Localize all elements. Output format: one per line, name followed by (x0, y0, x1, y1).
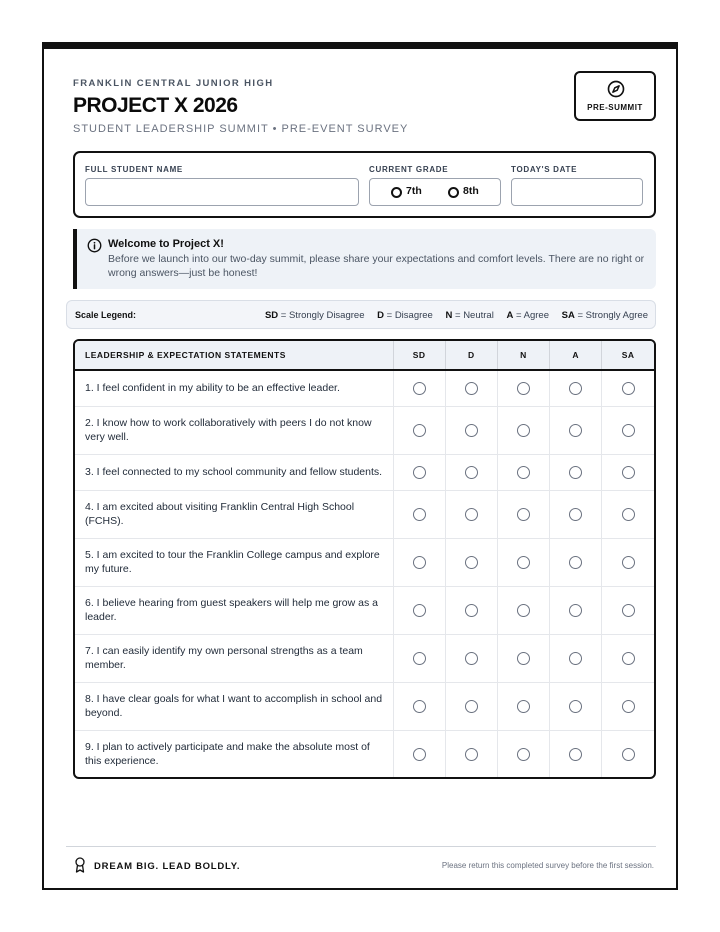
statement-text: 3. I feel connected to my school community and fellow students. (75, 454, 393, 490)
rating-cell-d (445, 730, 497, 778)
rating-radio-a[interactable] (569, 700, 582, 713)
rating-cell-d (445, 490, 497, 538)
welcome-body: Before we launch into our two-day summit, please share your expectations and comfort levels. There are no right or wrong answers—just be honest! (108, 253, 645, 279)
grade-field-label: CURRENT GRADE (369, 165, 449, 174)
pre-summit-badge (574, 71, 656, 121)
survey-row (75, 490, 654, 538)
legend-item-sd (265, 310, 365, 321)
rating-radio-sa[interactable] (622, 424, 635, 437)
rating-radio-a[interactable] (569, 556, 582, 569)
legend-item-sa (562, 310, 648, 321)
rating-cell-a (550, 454, 602, 490)
date-field[interactable] (511, 178, 643, 206)
name-field-label: FULL STUDENT NAME (85, 165, 183, 174)
rating-radio-a[interactable] (569, 466, 582, 479)
survey-table-container (73, 339, 656, 779)
award-ribbon-icon (74, 857, 86, 873)
rating-radio-n[interactable] (517, 382, 530, 395)
rating-radio-a[interactable] (569, 748, 582, 761)
page-subtitle: STUDENT LEADERSHIP SUMMIT • PRE-EVENT SURVEY (73, 123, 409, 135)
survey-row (75, 370, 654, 406)
column-header-d: D (445, 341, 497, 370)
column-header-n: N (497, 341, 549, 370)
statement-text: 9. I plan to actively participate and make the absolute most of this experience. (75, 730, 393, 778)
rating-cell-sd (393, 454, 445, 490)
survey-page (42, 42, 678, 890)
legend-abbr: D (377, 310, 384, 321)
rating-radio-d[interactable] (465, 748, 478, 761)
rating-cell-sd (393, 730, 445, 778)
rating-radio-sd[interactable] (413, 556, 426, 569)
rating-cell-d (445, 682, 497, 730)
grade-8th-label: 8th (463, 185, 479, 197)
legend-text: = Strongly Disagree (278, 310, 365, 321)
student-name-field[interactable] (85, 178, 359, 206)
rating-radio-sd[interactable] (413, 424, 426, 437)
survey-row (75, 538, 654, 586)
welcome-callout (73, 229, 656, 289)
welcome-title: Welcome to Project X! (108, 238, 224, 250)
rating-radio-d[interactable] (465, 466, 478, 479)
rating-cell-n (497, 406, 549, 454)
rating-radio-sd[interactable] (413, 604, 426, 617)
date-field-label: TODAY'S DATE (511, 165, 578, 174)
rating-cell-n (497, 730, 549, 778)
statement-text: 4. I am excited about visiting Franklin Central High School (FCHS). (75, 490, 393, 538)
legend-abbr: SA (561, 310, 575, 321)
rating-cell-sd (393, 634, 445, 682)
legend-title: Scale Legend: (75, 310, 137, 320)
rating-radio-a[interactable] (569, 508, 582, 521)
footer-motto: DREAM BIG. LEAD BOLDLY. (94, 861, 241, 872)
legend-item-a (506, 310, 549, 321)
rating-cell-a (550, 370, 602, 406)
rating-cell-d (445, 454, 497, 490)
rating-cell-sd (393, 370, 445, 406)
school-name: FRANKLIN CENTRAL JUNIOR HIGH (73, 78, 274, 89)
rating-radio-n[interactable] (517, 424, 530, 437)
rating-cell-sa (602, 490, 654, 538)
rating-radio-a[interactable] (569, 424, 582, 437)
legend-text: = Strongly Agree (574, 310, 648, 321)
column-header-sa: SA (602, 341, 654, 370)
rating-radio-d[interactable] (465, 604, 478, 617)
rating-radio-d[interactable] (465, 652, 478, 665)
rating-cell-a (550, 586, 602, 634)
legend-items (255, 310, 648, 321)
column-header-sd: SD (393, 341, 445, 370)
survey-row (75, 454, 654, 490)
rating-radio-sa[interactable] (622, 508, 635, 521)
rating-radio-d[interactable] (465, 556, 478, 569)
rating-cell-a (550, 682, 602, 730)
rating-radio-n[interactable] (517, 508, 530, 521)
rating-cell-sd (393, 682, 445, 730)
rating-cell-n (497, 682, 549, 730)
rating-cell-a (550, 490, 602, 538)
footer-note: Please return this completed survey before the first session. (441, 861, 654, 870)
rating-cell-a (550, 634, 602, 682)
statement-text: 7. I can easily identify my own personal strengths as a team member. (75, 634, 393, 682)
student-info-box (73, 151, 656, 218)
rating-cell-sd (393, 538, 445, 586)
legend-text: = Neutral (452, 310, 494, 321)
rating-cell-d (445, 634, 497, 682)
rating-radio-sa[interactable] (622, 604, 635, 617)
rating-radio-sd[interactable] (413, 508, 426, 521)
rating-cell-sa (602, 634, 654, 682)
rating-radio-d[interactable] (465, 382, 478, 395)
rating-radio-n[interactable] (517, 556, 530, 569)
rating-cell-sd (393, 406, 445, 454)
grade-selector (369, 178, 501, 206)
survey-rows (75, 370, 654, 778)
rating-cell-d (445, 586, 497, 634)
rating-radio-sa[interactable] (622, 466, 635, 479)
statement-text: 5. I am excited to tour the Franklin College campus and explore my future. (75, 538, 393, 586)
scale-legend (66, 300, 656, 329)
rating-radio-sa[interactable] (622, 748, 635, 761)
grade-7th-label: 7th (406, 185, 422, 197)
rating-radio-n[interactable] (517, 748, 530, 761)
rating-radio-n[interactable] (517, 652, 530, 665)
rating-cell-sa (602, 538, 654, 586)
legend-abbr: A (506, 310, 514, 321)
rating-cell-n (497, 538, 549, 586)
survey-row (75, 406, 654, 454)
column-header-a: A (550, 341, 602, 370)
rating-radio-sa[interactable] (622, 382, 635, 395)
rating-radio-sa[interactable] (622, 556, 635, 569)
rating-cell-sa (602, 682, 654, 730)
rating-radio-sa[interactable] (622, 700, 635, 713)
statements-header: LEADERSHIP & EXPECTATION STATEMENTS (75, 341, 393, 370)
rating-radio-a[interactable] (569, 382, 582, 395)
grade-8th-radio[interactable] (448, 187, 459, 198)
rating-cell-n (497, 454, 549, 490)
grade-7th-radio[interactable] (391, 187, 402, 198)
footer-divider (66, 846, 656, 847)
rating-radio-a[interactable] (569, 652, 582, 665)
rating-cell-sd (393, 490, 445, 538)
info-icon (87, 238, 102, 253)
survey-row (75, 730, 654, 778)
rating-radio-d[interactable] (465, 700, 478, 713)
rating-cell-a (550, 538, 602, 586)
survey-table (75, 341, 654, 778)
rating-cell-n (497, 490, 549, 538)
rating-radio-n[interactable] (517, 700, 530, 713)
rating-cell-d (445, 370, 497, 406)
rating-radio-n[interactable] (517, 604, 530, 617)
rating-radio-d[interactable] (465, 424, 478, 437)
rating-radio-sd[interactable] (413, 700, 426, 713)
legend-item-n (446, 310, 494, 321)
survey-row (75, 586, 654, 634)
rating-radio-sd[interactable] (413, 652, 426, 665)
compass-icon (607, 80, 625, 98)
rating-cell-sa (602, 586, 654, 634)
rating-radio-a[interactable] (569, 604, 582, 617)
rating-radio-sd[interactable] (413, 466, 426, 479)
rating-cell-n (497, 634, 549, 682)
survey-row (75, 634, 654, 682)
rating-radio-sd[interactable] (413, 748, 426, 761)
rating-cell-sa (602, 406, 654, 454)
page-title: PROJECT X 2026 (73, 94, 238, 117)
badge-label: PRE-SUMMIT (587, 103, 643, 112)
rating-cell-a (550, 406, 602, 454)
statement-text: 8. I have clear goals for what I want to accomplish in school and beyond. (75, 682, 393, 730)
legend-abbr: N (445, 310, 453, 321)
rating-cell-n (497, 370, 549, 406)
rating-cell-d (445, 538, 497, 586)
survey-row (75, 682, 654, 730)
legend-abbr: SD (264, 310, 279, 321)
rating-cell-sa (602, 370, 654, 406)
statement-text: 6. I believe hearing from guest speakers will help me grow as a leader. (75, 586, 393, 634)
statement-text: 2. I know how to work collaboratively with peers I do not know very well. (75, 406, 393, 454)
statement-text: 1. I feel confident in my ability to be an effective leader. (85, 382, 340, 395)
rating-cell-a (550, 730, 602, 778)
rating-radio-sd[interactable] (413, 382, 426, 395)
rating-cell-d (445, 406, 497, 454)
rating-cell-n (497, 586, 549, 634)
rating-radio-n[interactable] (517, 466, 530, 479)
legend-item-d (377, 310, 433, 321)
rating-cell-sa (602, 454, 654, 490)
legend-text: = Disagree (384, 310, 433, 321)
rating-cell-sd (393, 586, 445, 634)
rating-radio-d[interactable] (465, 508, 478, 521)
legend-text: = Agree (513, 310, 549, 321)
rating-radio-sa[interactable] (622, 652, 635, 665)
rating-cell-sa (602, 730, 654, 778)
